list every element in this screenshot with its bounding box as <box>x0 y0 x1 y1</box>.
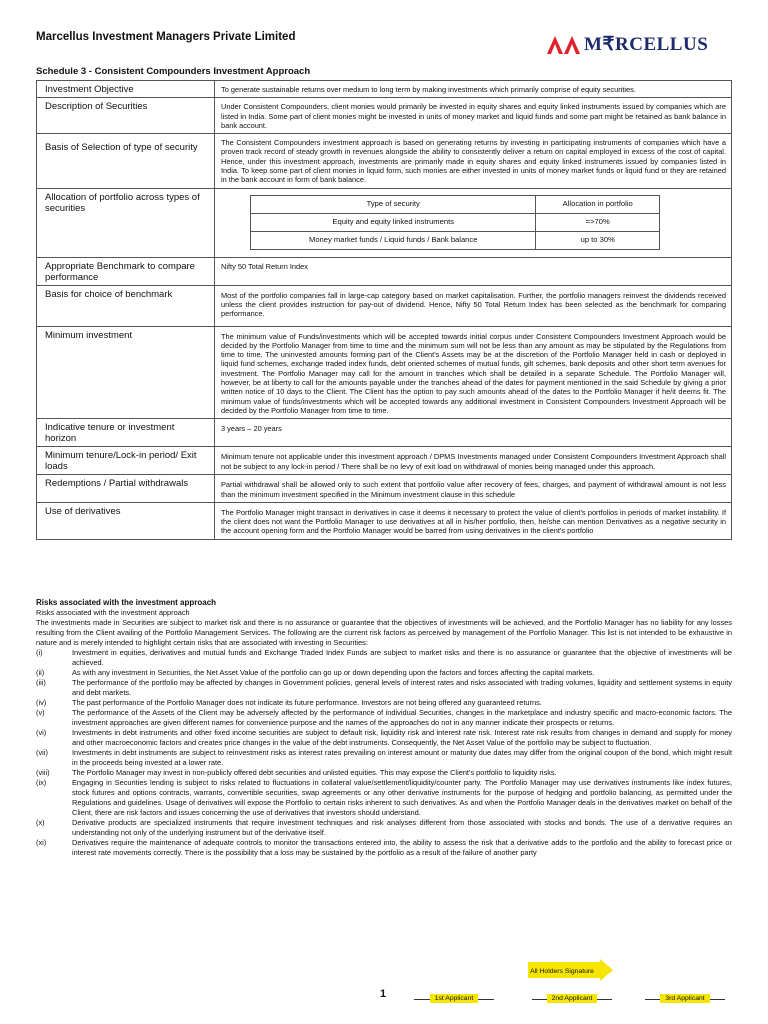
table-row <box>37 257 732 285</box>
table-row <box>37 447 732 475</box>
page-number: 1 <box>380 988 387 1000</box>
applicant-1-label: 1st Applicant <box>430 994 479 1003</box>
risk-item-text: The past performance of the Portfolio Manager does not indicate its future performance. Investors are not being offered any guaranteed returns. <box>72 698 542 707</box>
risk-item <box>36 668 732 678</box>
row-value: The Consistent Compounders investment approach is based on generating returns by investing in participating instruments of companies which have a proven track record of steady growth in revenues alongside the ability to consistently deliver a return on capital employed in excess of the cost of capital. Hence, under this investment approach, investments are primarily made in equity shares and equity linked instruments issued by companies listed in India. To keep some part of client monies in liquid form, such monies are either invested in units of money market funds or liquid fund or they are retained in the bank account in form of bank balance. <box>215 134 732 188</box>
risk-item-text: Derivative products are specialized instruments that require investment techniques and risk analyses different from those associated with stocks and bonds. The use of a derivative requires an understanding not only of the underlying instrument but of the derivative itself. <box>72 818 732 837</box>
risk-item-number: (i) <box>36 648 43 657</box>
row-value: 3 years – 20 years <box>215 419 732 447</box>
risk-item-text: The Portfolio Manager may invest in non-publicly offered debt securities and unlisted equities. This may expose the Client's portfolio to liquidity risks. <box>72 768 557 777</box>
risk-item-number: (ix) <box>36 778 47 787</box>
row-label: Basis of Selection of type of security <box>37 134 215 188</box>
risk-item <box>36 698 732 708</box>
row-label: Minimum tenure/Lock-in period/ Exit loads <box>37 447 215 475</box>
row-value: The Portfolio Manager might transact in derivatives in case it deems it necessary to protect the value of client's portfolios in periods of market instability. If the client does not want the Portfolio Manager to use derivatives at all in his/her portfolio, then, he/she can mention Derivatives as a negative security in the account opening form and the Portfolio Manager would be barred from using derivatives in the client's portfolio <box>215 502 732 539</box>
risk-item-text: Investments in debt instruments are subject to reinvestment risks as interest rates prevailing on interest amount or maturity due dates may differ from the original coupon of the bond, which might result in the proceeds being invested at a lower rate. <box>72 748 732 767</box>
risk-item-number: (x) <box>36 818 45 827</box>
risk-item-text: As with any investment in Securities, the Net Asset Value of the portfolio can go up or down depending upon the factors and forces affecting the capital markets. <box>72 668 595 677</box>
allocation-cell <box>215 188 732 257</box>
alloc-cell: Equity and equity linked instruments <box>251 213 536 231</box>
table-row <box>37 81 732 98</box>
signature-arrow-icon <box>528 959 614 981</box>
applicant-1-signature-line[interactable] <box>414 987 494 1000</box>
row-label: Appropriate Benchmark to compare performance <box>37 257 215 285</box>
alloc-header-type: Type of security <box>251 195 536 213</box>
row-value: Partial withdrawal shall be allowed only to such extent that portfolio value after recovery of fees, charges, and payment of withdrawal amount is not less than the minimum investment specified in the Minimum investment clause in this schedule <box>215 475 732 503</box>
table-row <box>37 134 732 188</box>
risk-item-number: (vii) <box>36 748 48 757</box>
allocation-table <box>250 195 660 250</box>
risks-intro: The investments made in Securities are subject to market risk and there is no assurance or guarantee that the objectives of investments will be achieved, and the Portfolio Manager has no liability for any losses resulting from the Client availing of the Portfolio Management Services. The following are the current risk factors as perceived by management of the Portfolio Manager. This list is not intended to be exhaustive in nature and is merely intended to highlight certain risks that are associated with investing in Securities: <box>36 618 732 647</box>
alloc-header-allocation: Allocation in portfolio <box>536 195 660 213</box>
risk-item-number: (iii) <box>36 678 46 687</box>
risk-item-number: (vi) <box>36 728 47 737</box>
alloc-cell: =>70% <box>536 213 660 231</box>
row-value: The minimum value of Funds/investments which will be accepted towards initial corpus under Consistent Compounders Investment Approach would be decided by the Portfolio Manager from time to time and the minimum sum will not be less than any amount as may be stipulated by the Regulations from time to time. The uninvested amounts forming part of the Client's Assets may be at the discretion of the Portfolio Manager held in cash or deployed in liquid fund schemes, exchange traded index funds, debt oriented schemes of mutual funds, gilt schemes, bank deposits and other short term avenues for investment. The Portfolio Manager may call for the amount in tranches which shall be detailed in a separate Schedule. The Portfolio Manager will, however, be at liberty to call for the amounts payable under the tranches ahead of the dates for payment mentioned in the said Schedule by giving a prior written notice of 10 days to the Client. The Client has the option to pay such amounts ahead of the dates to the Portfolio Manager if he/it deems fit. The minimum value of funds/investments which will be accepted towards any additional investment in Consistent Compounders Investment Approach will be decided by the Portfolio Manager from time to time. <box>215 326 732 419</box>
alloc-cell: up to 30% <box>536 231 660 249</box>
row-label: Indicative tenure or investment horizon <box>37 419 215 447</box>
row-value: To generate sustainable returns over medium to long term by making investments which primarily comprise of equity securities. <box>215 81 732 98</box>
table-row <box>37 326 732 419</box>
table-row <box>37 475 732 503</box>
schedule-table <box>36 80 732 540</box>
row-label: Investment Objective <box>37 81 215 98</box>
row-label: Redemptions / Partial withdrawals <box>37 475 215 503</box>
risk-item-text: Derivatives require the maintenance of adequate controls to monitor the transactions entered into, the ability to assess the risk that a derivative adds to the portfolio and the ability to forecast price or interest rate movements correctly. There is the possibility that a loss may be sustained by the portfolio as a result of the failure of another party <box>72 838 732 857</box>
applicant-2-label: 2nd Applicant <box>547 994 598 1003</box>
row-value: Most of the portfolio companies fall in large-cap category based on market capitalisation. Further, the portfolio managers reinvest the dividends received unless the client provides instruction for pay-out of dividend. Hence, Nifty 50 Total Return Index has been selected as the benchmark for comparing performance. <box>215 285 732 326</box>
risk-item-text: The performance of the Assets of the Client may be adversely affected by the performance of individual Securities, changes in the marketplace and industry specific and macro-economic factors. The investment approaches are given different names for convenience purpose and the names of the approaches do not in any manner indicate their prospects or returns. <box>72 708 732 727</box>
applicant-3-label: 3rd Applicant <box>660 994 709 1003</box>
row-label: Use of derivatives <box>37 502 215 539</box>
logo-text: M₹RCELLUS <box>584 33 709 55</box>
risk-item-number: (ii) <box>36 668 45 677</box>
table-row <box>37 502 732 539</box>
marcellus-logo-icon <box>546 34 584 54</box>
risk-item-text: Investment in equities, derivatives and mutual funds and Exchange Traded Index Funds are subject to market risks and there is no assurance or guarantee that the objective of investments will be achieved. <box>72 648 732 667</box>
risk-item <box>36 768 732 778</box>
risk-item <box>36 678 732 698</box>
company-name: Marcellus Investment Managers Private Limited <box>36 31 296 43</box>
risk-item <box>36 728 732 748</box>
risk-item <box>36 838 732 858</box>
alloc-cell: Money market funds / Liquid funds / Bank balance <box>251 231 536 249</box>
table-row <box>37 188 732 257</box>
applicant-2-signature-line[interactable] <box>532 987 612 1000</box>
risks-heading: Risks associated with the investment approach <box>36 598 217 607</box>
row-label: Basis for choice of benchmark <box>37 285 215 326</box>
risk-item-number: (v) <box>36 708 45 717</box>
row-label: Description of Securities <box>37 98 215 134</box>
row-label: Minimum investment <box>37 326 215 419</box>
risk-list <box>36 648 732 858</box>
table-row <box>37 419 732 447</box>
row-label: Allocation of portfolio across types of securities <box>37 188 215 257</box>
applicant-3-signature-line[interactable] <box>645 987 725 1000</box>
row-value: Under Consistent Compounders, client monies would primarily be invested in equity shares and equity linked instruments issued by companies which are listed in India. Some part of client monies might be invested in units of money market and liquid funds and some part might be retained as bank balance in bank account. <box>215 98 732 134</box>
row-value: Nifty 50 Total Return Index <box>215 257 732 285</box>
risk-item <box>36 748 732 768</box>
risk-item <box>36 708 732 728</box>
risks-section <box>36 598 732 858</box>
risk-item <box>36 778 732 818</box>
marcellus-logo <box>546 32 708 56</box>
risk-item-number: (viii) <box>36 768 50 777</box>
table-row <box>37 285 732 326</box>
risk-item <box>36 648 732 668</box>
row-value: Minimum tenure not applicable under this investment approach / DPMS Investments managed under Consistent Compounders Investment Approach shall not be subject to any lock-in period / There shall be no levy of exit load on withdrawal of monies being managed under this approach. <box>215 447 732 475</box>
risk-item-text: Investments in debt instruments and other fixed income securities are subject to default risk, liquidity risk and interest rate risk. Interest rate risk results from changes in demand and supply for money and other macroeconomic factors and creates price changes in the value of the debt instruments. Consequently, the Net Asset Value of the portfolio may be subject to fluctuation. <box>72 728 732 747</box>
risks-subheading: Risks associated with the investment approach <box>36 608 190 617</box>
risk-item-text: Engaging in Securities lending is subject to risks related to fluctuations in collateral value/settlement/liquidity/counter party. The Portfolio Manager may use derivatives instruments like index futures, stock futures and options contracts, warrants, convertible securities, swap agreements or any other derivative instruments for the purpose of hedging and portfolio balancing, as permitted under the Regulations and guidelines. Usage of derivatives will expose the Portfolio to certain risks inherent to such derivatives. As and when the Portfolio Manager deals in the derivatives market on behalf of the Client, there are risk factors and issues concerning the use of derivatives that investors should understand. <box>72 778 732 817</box>
signature-label: All Holders Signature <box>530 968 594 975</box>
risk-item-number: (iv) <box>36 698 47 707</box>
risk-item-number: (xi) <box>36 838 47 847</box>
risk-item <box>36 818 732 838</box>
table-row <box>37 98 732 134</box>
schedule-title: Schedule 3 - Consistent Compounders Investment Approach <box>36 66 311 77</box>
risk-item-text: The performance of the portfolio may be affected by changes in Government policies, general levels of interest rates and risks associated with trading volumes, liquidity and settlement systems in equity and debt markets. <box>72 678 732 697</box>
